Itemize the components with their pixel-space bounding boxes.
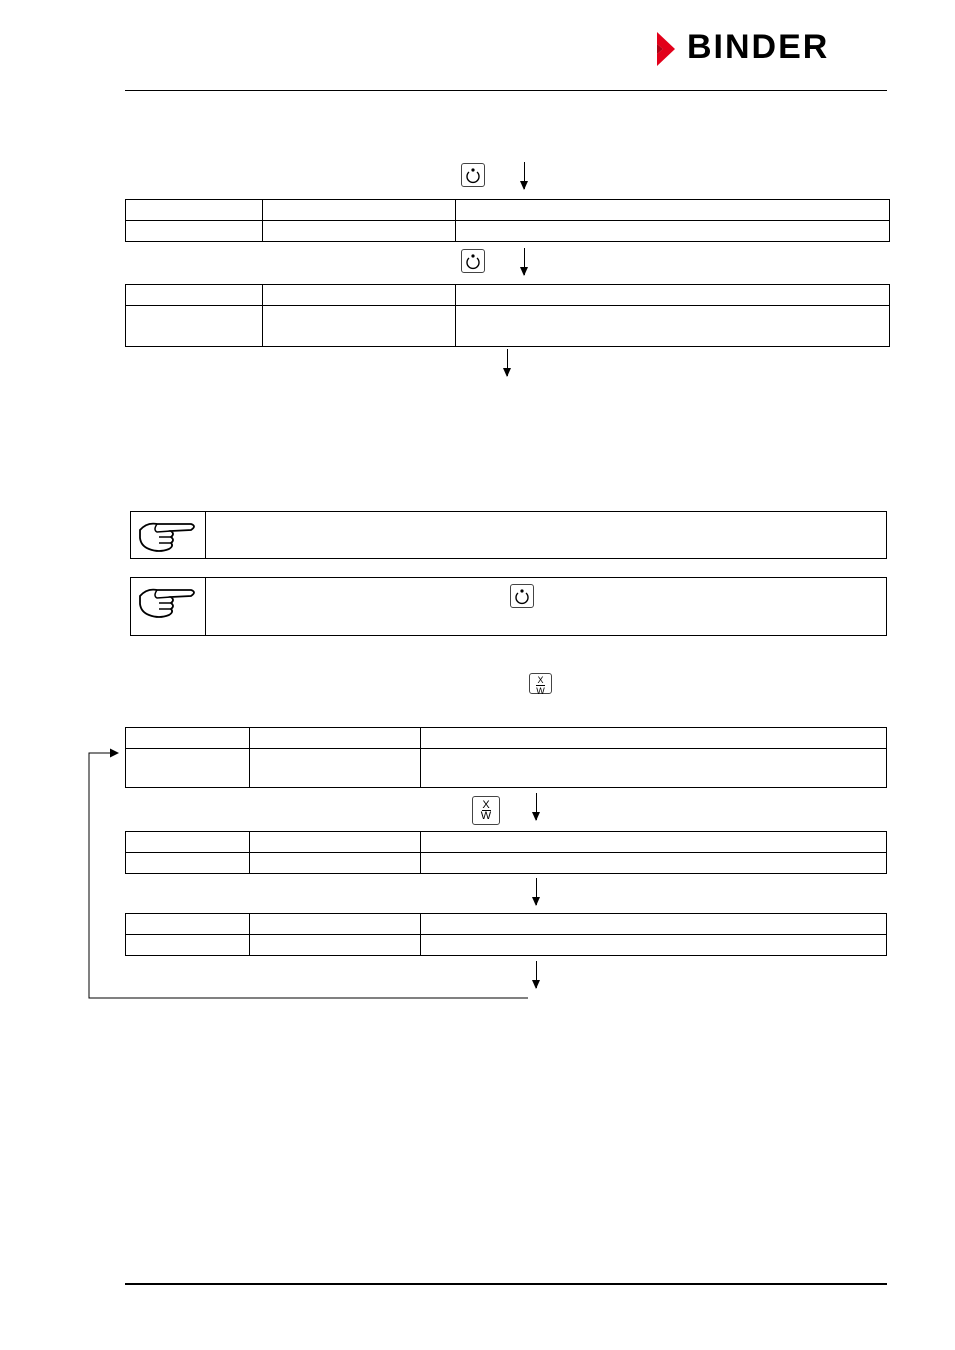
footer-rule	[125, 1283, 887, 1285]
xw-setpoint-key-icon: X W	[529, 673, 552, 694]
xw-setpoint-key-icon: X W	[472, 796, 500, 825]
logo-wordmark: BINDER	[687, 28, 830, 66]
